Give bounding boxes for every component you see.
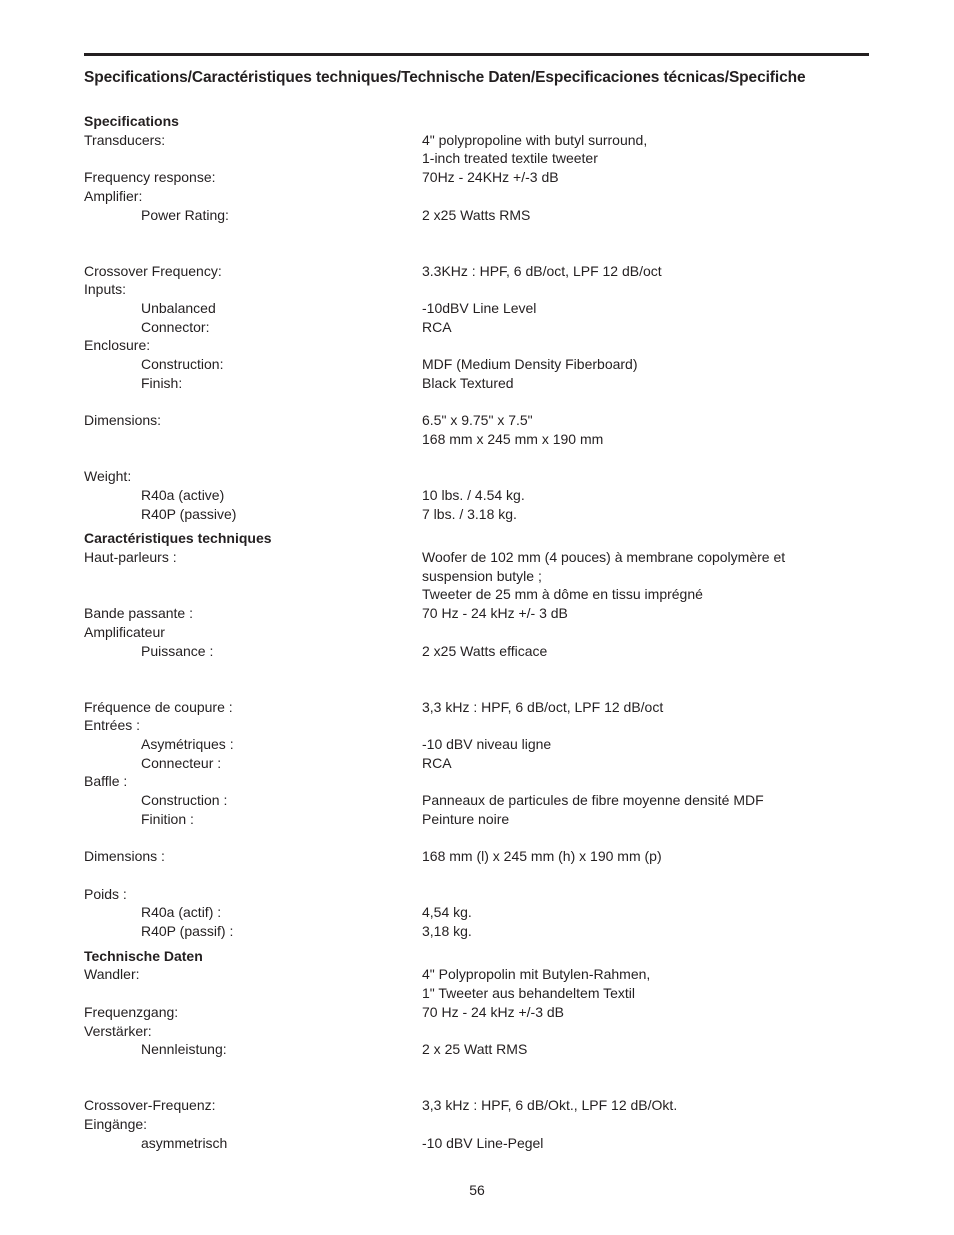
- spec-row: [84, 206, 869, 225]
- spec-label: Power Rating:: [141, 206, 229, 223]
- spec-value: [422, 604, 568, 623]
- spec-label: Amplifier:: [84, 187, 143, 204]
- spec-value: [422, 754, 452, 773]
- spec-label: Bande passante :: [84, 605, 193, 622]
- spec-value: [422, 168, 559, 187]
- spec-value-line: Black Textured: [422, 374, 514, 391]
- spec-section: [84, 529, 869, 940]
- spec-label: R40P (passive): [141, 505, 237, 522]
- spec-label: Fréquence de coupure :: [84, 698, 233, 715]
- spec-row: [84, 262, 869, 281]
- spec-value: [422, 903, 472, 922]
- row-spacer: [84, 449, 869, 468]
- spec-value-line: 4" polypropoline with butyl surround,: [422, 131, 648, 148]
- spec-label: Unbalanced: [141, 299, 216, 316]
- spec-value: [422, 810, 509, 829]
- spec-value-line: 3,3 kHz : HPF, 6 dB/oct, LPF 12 dB/oct: [422, 698, 664, 715]
- spec-value: [422, 374, 514, 393]
- spec-value: [422, 1096, 677, 1115]
- spec-value: [422, 505, 517, 524]
- spec-value-line: 3,18 kg.: [422, 923, 472, 940]
- spec-label: R40a (actif) :: [141, 904, 222, 921]
- spec-label: asymmetrisch: [141, 1134, 228, 1151]
- spec-label: Haut-parleurs :: [84, 549, 177, 566]
- row-spacer: [84, 660, 869, 679]
- spec-label: Wandler:: [84, 966, 140, 983]
- spec-row: [84, 1040, 869, 1059]
- spec-row: [84, 1003, 869, 1022]
- spec-label: Frequenzgang:: [84, 1003, 179, 1020]
- spec-row: [84, 505, 869, 524]
- row-spacer: [84, 1059, 869, 1078]
- spec-value-line: 2 x25 Watts efficace: [422, 642, 548, 659]
- spec-label: Amplificateur: [84, 623, 165, 640]
- spec-row: [84, 1022, 869, 1041]
- spec-label: Enclosure:: [84, 337, 151, 354]
- spec-row: [84, 280, 869, 299]
- spec-value-line: 70 Hz - 24 kHz +/-3 dB: [422, 1003, 565, 1020]
- spec-value: [422, 262, 662, 281]
- row-spacer: [84, 1078, 869, 1097]
- page-number: 56: [469, 1182, 485, 1198]
- spec-value: [422, 299, 536, 318]
- row-spacer: [84, 679, 869, 698]
- spec-value: [422, 411, 603, 448]
- spec-row: [84, 754, 869, 773]
- spec-label: Puissance :: [141, 642, 214, 659]
- spec-row: [84, 604, 869, 623]
- spec-label: Baffle :: [84, 773, 128, 790]
- spec-row: [84, 885, 869, 904]
- spec-value-line: MDF (Medium Density Fiberboard): [422, 356, 638, 373]
- spec-value-line: -10 dBV niveau ligne: [422, 736, 552, 753]
- spec-value: [422, 1040, 527, 1059]
- spec-value-line: Peinture noire: [422, 810, 510, 827]
- spec-value-line: RCA: [422, 318, 452, 335]
- spec-row: [84, 1096, 869, 1115]
- spec-value-line: 2 x 25 Watt RMS: [422, 1041, 528, 1058]
- spec-label: Weight:: [84, 468, 132, 485]
- spec-label: Asymétriques :: [141, 736, 234, 753]
- spec-row: [84, 642, 869, 661]
- spec-label: Finish:: [141, 374, 183, 391]
- spec-value: [422, 735, 551, 754]
- spec-row: [84, 336, 869, 355]
- spec-row: [84, 772, 869, 791]
- spec-label: Crossover Frequency:: [84, 262, 222, 279]
- spec-value: [422, 206, 530, 225]
- row-spacer: [84, 829, 869, 848]
- spec-row: [84, 965, 869, 1002]
- spec-value: [422, 131, 647, 168]
- spec-row: [84, 903, 869, 922]
- spec-value-line: 1" Tweeter aus behandeltem Textil: [422, 985, 636, 1002]
- spec-value-line: suspension butyle ;: [422, 567, 542, 584]
- spec-value-line: -10dBV Line Level: [422, 299, 537, 316]
- spec-value-line: 4,54 kg.: [422, 904, 472, 921]
- spec-label: R40P (passif) :: [141, 923, 234, 940]
- spec-value: [422, 318, 452, 337]
- spec-value-line: RCA: [422, 754, 452, 771]
- spec-value-line: 7 lbs. / 3.18 kg.: [422, 505, 517, 522]
- spec-label: Construction:: [141, 356, 224, 373]
- spec-value: [422, 486, 525, 505]
- spec-value-line: 2 x25 Watts RMS: [422, 206, 531, 223]
- spec-value-line: 70 Hz - 24 kHz +/- 3 dB: [422, 605, 568, 622]
- spec-row: [84, 698, 869, 717]
- spec-section: [84, 112, 869, 523]
- row-spacer: [84, 866, 869, 885]
- spec-label: Nennleistung:: [141, 1041, 227, 1058]
- spec-value-line: Woofer de 102 mm (4 pouces) à membrane copolymère et: [422, 549, 786, 566]
- spec-label: Eingänge:: [84, 1116, 148, 1133]
- spec-value-line: -10 dBV Line-Pegel: [422, 1134, 544, 1151]
- spec-label: Dimensions :: [84, 848, 165, 865]
- spec-row: [84, 374, 869, 393]
- spec-value: [422, 922, 472, 941]
- spec-value: [422, 791, 764, 810]
- spec-row: [84, 187, 869, 206]
- spec-value-line: 70Hz - 24KHz +/-3 dB: [422, 169, 559, 186]
- spec-row: [84, 299, 869, 318]
- spec-label: Poids :: [84, 885, 127, 902]
- row-spacer: [84, 393, 869, 412]
- spec-value: [422, 548, 785, 604]
- spec-value-line: 10 lbs. / 4.54 kg.: [422, 486, 525, 503]
- spec-row: [84, 318, 869, 337]
- spec-row: [84, 791, 869, 810]
- spec-label: Crossover-Frequenz:: [84, 1097, 216, 1114]
- section-heading: Caractéristiques techniques: [84, 530, 272, 547]
- spec-row: [84, 355, 869, 374]
- spec-list: [84, 112, 869, 1152]
- spec-label: Connecteur :: [141, 754, 222, 771]
- spec-value: [422, 965, 650, 1002]
- spec-value-line: 4" Polypropolin mit Butylen-Rahmen,: [422, 966, 651, 983]
- spec-value-line: 168 mm (l) x 245 mm (h) x 190 mm (p): [422, 848, 662, 865]
- spec-value: [422, 1003, 564, 1022]
- spec-label: Frequency response:: [84, 169, 216, 186]
- spec-value-line: 6.5" x 9.75" x 7.5": [422, 412, 533, 429]
- spec-label: Transducers:: [84, 131, 166, 148]
- spec-value-line: 3.3KHz : HPF, 6 dB/oct, LPF 12 dB/oct: [422, 262, 662, 279]
- spec-row: [84, 1134, 869, 1153]
- spec-row: [84, 810, 869, 829]
- spec-label: Construction :: [141, 792, 228, 809]
- spec-value: [422, 698, 663, 717]
- page-title: Specifications/Caractéristiques techniques/Technische Daten/Especificaciones técnicas/Specifiche: [84, 69, 806, 86]
- header-rule: [84, 53, 869, 56]
- spec-value: [422, 1134, 543, 1153]
- spec-row: [84, 486, 869, 505]
- spec-label: Finition :: [141, 810, 194, 827]
- spec-row: [84, 467, 869, 486]
- spec-row: [84, 548, 869, 604]
- spec-row: [84, 847, 869, 866]
- spec-label: Verstärker:: [84, 1022, 152, 1039]
- spec-value-line: 1-inch treated textile tweeter: [422, 150, 598, 167]
- section-heading: Technische Daten: [84, 947, 203, 964]
- spec-row: [84, 922, 869, 941]
- spec-row: [84, 131, 869, 168]
- spec-value: [422, 847, 662, 866]
- spec-value: [422, 642, 547, 661]
- spec-value-line: 168 mm x 245 mm x 190 mm: [422, 430, 604, 447]
- spec-row: [84, 1115, 869, 1134]
- spec-value-line: 3,3 kHz : HPF, 6 dB/Okt., LPF 12 dB/Okt.: [422, 1097, 678, 1114]
- spec-label: Connector:: [141, 318, 210, 335]
- row-spacer: [84, 243, 869, 262]
- spec-label: R40a (active): [141, 486, 225, 503]
- spec-row: [84, 716, 869, 735]
- spec-row: [84, 168, 869, 187]
- spec-section: [84, 947, 869, 1153]
- spec-value: [422, 355, 638, 374]
- section-heading: Specifications: [84, 113, 179, 129]
- spec-row: [84, 623, 869, 642]
- spec-label: Dimensions:: [84, 412, 162, 429]
- row-spacer: [84, 224, 869, 243]
- spec-value-line: Panneaux de particules de fibre moyenne densité MDF: [422, 792, 764, 809]
- spec-value-line: Tweeter de 25 mm à dôme en tissu imprégné: [422, 586, 703, 603]
- spec-label: Entrées :: [84, 717, 141, 734]
- spec-label: Inputs:: [84, 281, 127, 298]
- spec-row: [84, 735, 869, 754]
- spec-row: [84, 411, 869, 448]
